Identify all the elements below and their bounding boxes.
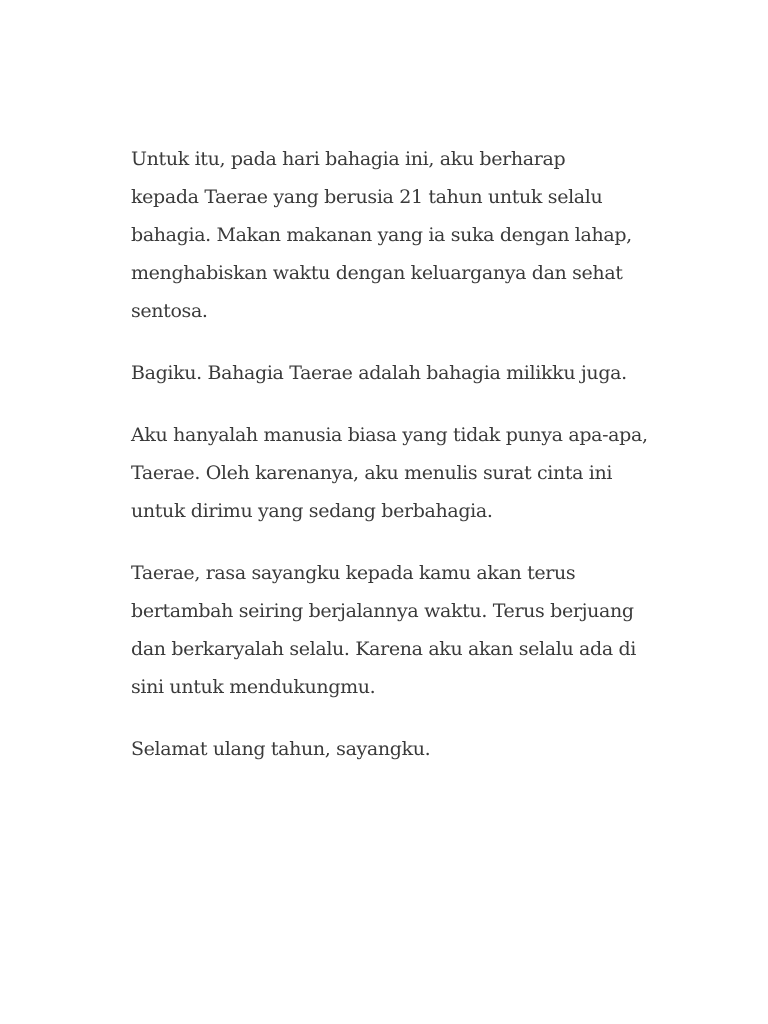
text-line: Taerae, rasa sayangku kepada kamu akan terus xyxy=(131,562,576,584)
text-line: Selamat ulang tahun, sayangku. xyxy=(131,738,431,760)
text-line: sini untuk mendukungmu. xyxy=(131,676,376,698)
paragraph-support xyxy=(131,554,651,706)
paragraph-love-letter xyxy=(131,416,651,530)
text-line: bertambah seiring berjalannya waktu. Terus berjuang xyxy=(131,600,634,622)
text-line: kepada Taerae yang berusia 21 tahun untuk selalu xyxy=(131,186,603,208)
paragraph-happiness xyxy=(131,354,651,392)
text-line: Aku hanyalah manusia biasa yang tidak punya apa-apa, xyxy=(131,424,648,446)
text-line: bahagia. Makan makanan yang ia suka dengan lahap, xyxy=(131,224,632,246)
paragraph-wishes xyxy=(131,140,651,330)
text-line: menghabiskan waktu dengan keluarganya dan sehat xyxy=(131,262,623,284)
paragraph-birthday-greeting xyxy=(131,730,651,768)
text-line: sentosa. xyxy=(131,300,208,322)
text-line: Untuk itu, pada hari bahagia ini, aku berharap xyxy=(131,148,566,170)
letter-body xyxy=(131,140,651,792)
text-line: Taerae. Oleh karenanya, aku menulis surat cinta ini xyxy=(131,462,613,484)
text-line: Bagiku. Bahagia Taerae adalah bahagia milikku juga. xyxy=(131,362,627,384)
text-line: dan berkaryalah selalu. Karena aku akan selalu ada di xyxy=(131,638,637,660)
text-line: untuk dirimu yang sedang berbahagia. xyxy=(131,500,493,522)
